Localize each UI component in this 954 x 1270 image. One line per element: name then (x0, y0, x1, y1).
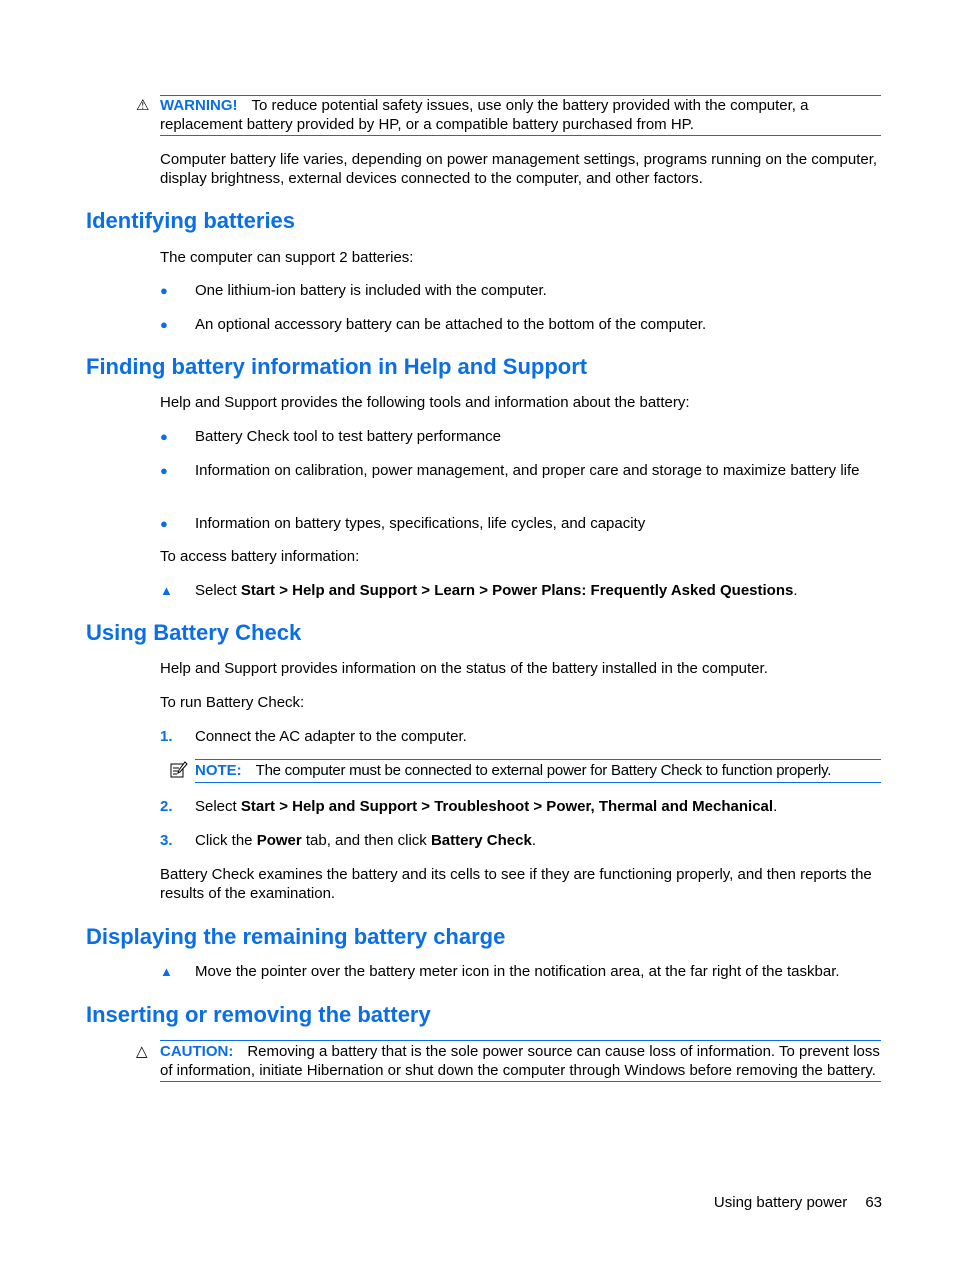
step-text: Move the pointer over the battery meter icon in the notification area, at the far right of the taskbar. (195, 963, 840, 980)
heading-using-battery-check: Using Battery Check (86, 620, 302, 645)
step-text: Connect the AC adapter to the computer. (195, 728, 467, 745)
step-text: Select Start > Help and Support > Learn > Power Plans: Frequently Asked Questions. (195, 582, 798, 599)
note-pencil-icon (170, 761, 188, 779)
note-text: The computer must be connected to external power for Battery Check to function properly. (255, 762, 832, 779)
warning-text: To reduce potential safety issues, use only the battery provided with the computer, a replacement battery provided by HP, or a compatible battery purchased from HP. (160, 97, 809, 133)
triangle-step-icon: ▲ (160, 583, 173, 598)
list-item-text: One lithium-ion battery is included with the computer. (195, 282, 547, 299)
page-number: 63 (865, 1194, 882, 1211)
sec3-lead: Help and Support provides information on the status of the battery installed in the computer. (160, 660, 768, 677)
sec2-lead: Help and Support provides the following tools and information about the battery: (160, 394, 690, 411)
step-text: Click the Power tab, and then click Battery Check. (195, 832, 537, 849)
intro-paragraph: Computer battery life varies, depending on power management settings, programs running on the computer, display brightness, external devices connected to the computer, and other factors. (160, 151, 878, 187)
sec3-closing: Battery Check examines the battery and its cells to see if they are functioning properly, and then reports the results of the examination. (160, 866, 872, 902)
step-text: Select Start > Help and Support > Troubleshoot > Power, Thermal and Mechanical. (195, 798, 778, 815)
caution-box (160, 1040, 881, 1082)
heading-finding-battery-info: Finding battery information in Help and Support (86, 354, 588, 379)
sec2-access: To access battery information: (160, 548, 360, 565)
warning-triangle-icon: ⚠ (136, 97, 150, 114)
bullet-dot-icon: ● (160, 317, 168, 332)
caution-triangle-icon: △ (136, 1043, 148, 1060)
warning-box (160, 95, 881, 136)
sec3-run: To run Battery Check: (160, 694, 305, 711)
note-label: NOTE: (195, 762, 242, 779)
sec1-lead: The computer can support 2 batteries: (160, 249, 414, 266)
bullet-dot-icon: ● (160, 516, 168, 531)
caution-label: CAUTION: (160, 1043, 234, 1060)
list-item-text: An optional accessory battery can be attached to the bottom of the computer. (195, 316, 707, 333)
caution-text: Removing a battery that is the sole power source can cause loss of information. To prevent loss of information, initiate Hibernation or shut down the computer through Windows before removing the battery. (160, 1043, 880, 1079)
heading-identifying-batteries: Identifying batteries (86, 208, 296, 233)
page-footer (714, 1193, 882, 1212)
step-number: 3. (160, 832, 173, 849)
bullet-dot-icon: ● (160, 429, 168, 444)
list-item-text: Battery Check tool to test battery performance (195, 428, 501, 445)
bullet-dot-icon: ● (160, 283, 168, 298)
triangle-step-icon: ▲ (160, 964, 173, 979)
heading-displaying-charge: Displaying the remaining battery charge (86, 924, 506, 949)
note-box (195, 759, 881, 783)
list-item-text: Information on battery types, specifications, life cycles, and capacity (195, 515, 646, 532)
footer-section-title: Using battery power (713, 1194, 848, 1211)
step-number: 2. (160, 798, 173, 815)
warning-label: WARNING! (160, 97, 238, 114)
heading-inserting-removing: Inserting or removing the battery (86, 1002, 431, 1027)
list-item-text: Information on calibration, power management, and proper care and storage to maximize battery life (195, 462, 860, 479)
bullet-dot-icon: ● (160, 463, 168, 478)
step-number: 1. (160, 728, 173, 745)
